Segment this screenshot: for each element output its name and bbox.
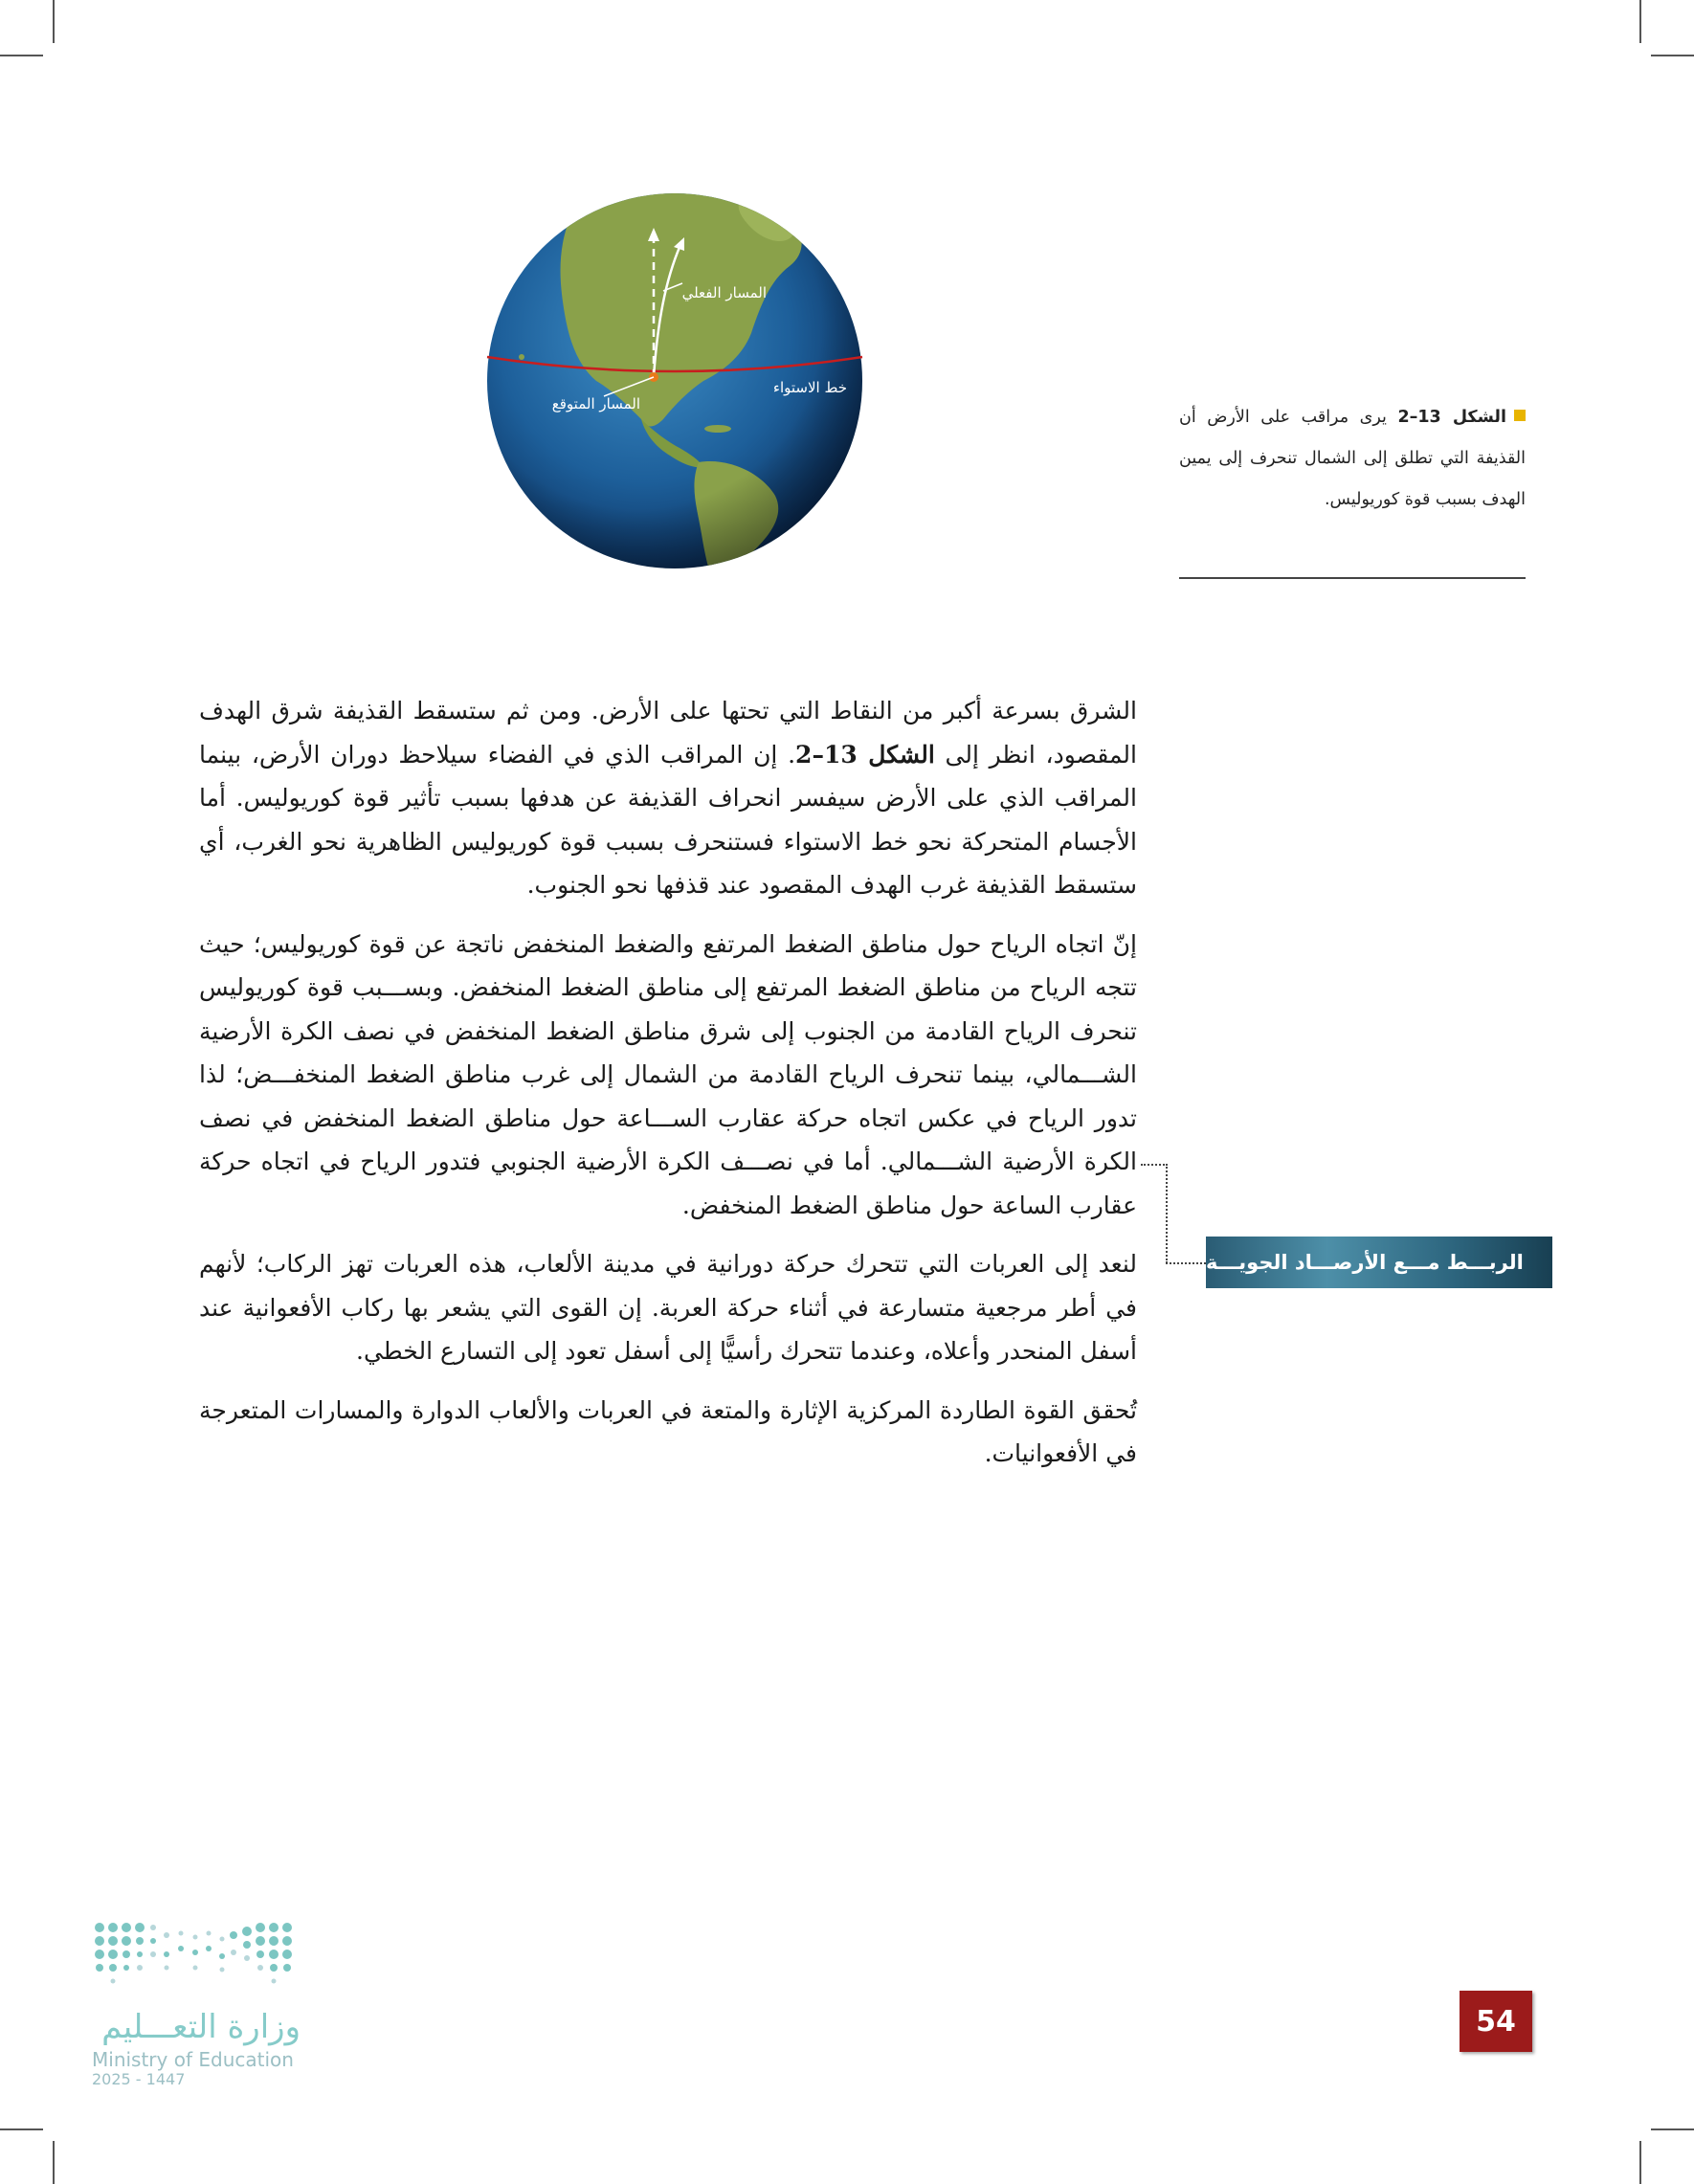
paragraph-3: لنعد إلى العربات التي تتحرك حركة دورانية في مدينة الألعاب، هذه العربات تهز الركاب؛ لأنهم في أطر مرجعية متسارعة في أثناء حركة العربة. إن القوى التي يشعر بها ركاب الأفعوانية عند أسفل المنحدر وأعلاه، وعندما تتحرك رأسيًّا إلى أسفل تعود إلى التسارع الخطي. (199, 1250, 1137, 1365)
ministry-dots-icon (90, 1914, 310, 2000)
equator-label: خط الاستواء (772, 379, 847, 396)
ministry-year: 2025 - 1447 (92, 2070, 186, 2088)
figure-reference: الشكل 13–2 (795, 740, 935, 769)
paragraph-1: الشرق بسرعة أكبر من النقاط التي تحتها على الأرض. ومن ثم ستسقط القذيفة شرق الهدف المقصود، انظر إلى الشكل 13–2. إن المراقب الذي في الفضاء سيلاحظ دوران الأرض، بينما المراقب الذي على الأرض سيفسر انحراف القذيفة عن هدفها بسبب تأثير قوة كوريوليس. أما الأجسام المتحركة نحو خط الاستواء فستنحرف بسبب قوة كوريوليس الظاهرية نحو الغرب، أي ستسقط القذيفة غرب الهدف المقصود عند قذفها نحو الجنوب. (199, 697, 1137, 899)
crop-mark (53, 0, 55, 43)
crop-mark (1651, 2128, 1694, 2130)
crop-mark (0, 55, 43, 56)
paragraph-2: إنّ اتجاه الرياح حول مناطق الضغط المرتفع والضغط المنخفض ناتجة عن قوة كوريوليس؛ حيث تتجه الرياح من مناطق الضغط المرتفع إلى مناطق الضغط المنخفض. وبســـبب قوة كوريوليس تنحرف الرياح القادمة من الجنوب إلى شرق مناطق الضغط المنخفض في نصف الكرة الأرضية الشـــمالي، بينما تنحرف الرياح القادمة من الشمال إلى غرب مناطق الضغط المنخفـــض؛ لذا تدور الرياح في عكس اتجاه حركة عقارب الســـاعة حول مناطق الضغط المنخفض في نصف الكرة الأرضية الشـــمالي. أما في نصـــف الكرة الأرضية الجنوبي فتدور الرياح في اتجاه حركة عقارب الساعة حول مناطق الضغط المنخفض. (199, 929, 1137, 1219)
crop-mark (1651, 55, 1694, 56)
connector-dots (1166, 1164, 1168, 1263)
figure-caption (1179, 397, 1526, 521)
ministry-arabic-name: وزارة التعـــليم (101, 2008, 301, 2046)
crop-mark (1639, 0, 1641, 43)
actual-path-label: المسار الفعلي (681, 284, 767, 301)
crop-mark (1639, 2141, 1641, 2184)
ministry-english-name: Ministry of Education (92, 2048, 294, 2071)
connector-dots (1141, 1164, 1168, 1166)
caption-figure-ref: الشكل 13–2 (1397, 408, 1506, 427)
ministry-logo (90, 1914, 310, 2088)
caption-divider (1179, 577, 1526, 579)
crop-mark (0, 2128, 43, 2130)
crop-mark (53, 2141, 55, 2184)
bullet-square-icon (1514, 410, 1526, 421)
coriolis-globe-figure (483, 189, 866, 572)
expected-path-label: المسار المتوقع (551, 395, 640, 412)
caption-text: يرى مراقب على الأرض أن القذيفة التي تطلق إلى الشمال تنحرف إلى يمين الهدف بسبب قوة كوريوليس. (1179, 408, 1526, 509)
paragraph-4: تُحقق القوة الطاردة المركزية الإثارة والمتعة في العربات والألعاب الدوارة والمسارات المتعرجة في الأفعوانيات. (199, 1395, 1137, 1467)
connection-label: الربـــط مـــع الأرصـــاد الجويـــة (1206, 1251, 1524, 1274)
page-number: 54 (1460, 1991, 1532, 2052)
meteorology-connection-tag (1206, 1237, 1552, 1288)
connector-dots (1166, 1262, 1206, 1264)
body-text (199, 689, 1137, 1491)
